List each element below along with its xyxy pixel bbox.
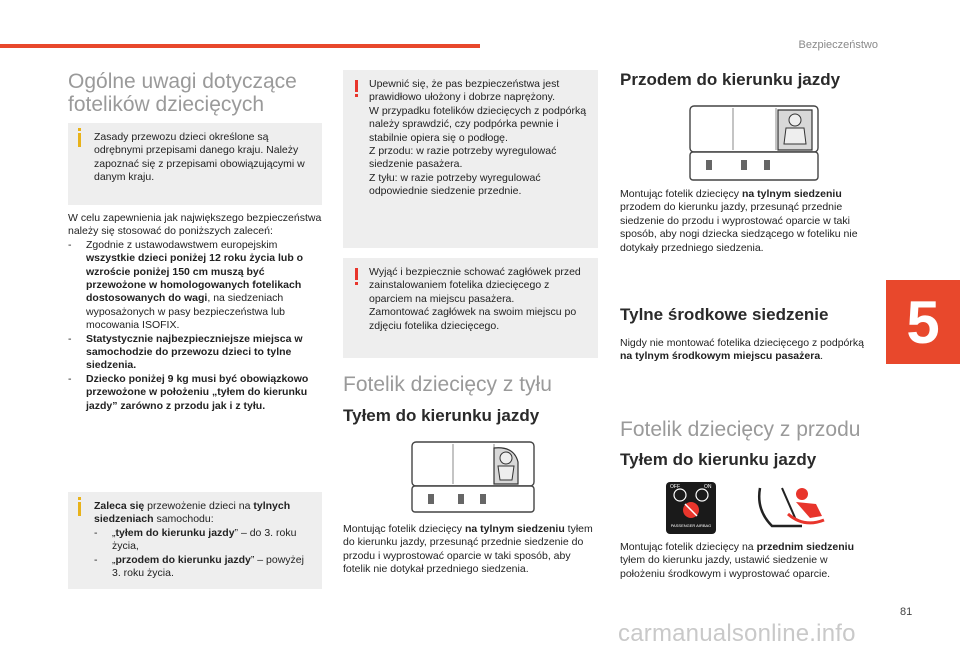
list-item: - Zgodnie z ustawodawstwem europejskim wszystkie dzieci poniżej 12 roku życia lub o wzroście poniżej 150 cm muszą być przewożone w homologowanych fotelikach dostosowanych do wagi, na siedzeniach wyposażonych w pasy bezpieczeństwa lub mocowania ISOFIX. xyxy=(68,238,304,332)
forward-facing-subtitle: Przodem do kierunku jazdy xyxy=(620,70,841,89)
front-rear-facing-text: Montując fotelik dziecięcy na przednim siedzeniu tyłem do kierunku jazdy, ustawić siedzenie w położeniu środkowym i wyprostować oparcie. xyxy=(620,541,855,580)
airbag-label: PASSENGER AIRBAG xyxy=(670,523,712,528)
info-icon xyxy=(78,133,81,147)
warning-icon xyxy=(355,268,358,280)
recommendation-list xyxy=(68,239,326,413)
rear-facing-subtitle: Tyłem do kierunku jazdy xyxy=(343,406,540,425)
list-item: - „tyłem do kierunku jazdy” – do 3. roku życia, xyxy=(94,526,297,553)
info-icon xyxy=(78,502,81,516)
intro-text: W celu zapewnienia jak największego bezpieczeństwa należy się stosować do poniższych zaleceń: xyxy=(68,212,322,238)
front-seat-title: Fotelik dziecięcy z przodu xyxy=(620,418,861,441)
list-item: - Statystycznie najbezpieczniejsze miejsca w samochodzie do przewozu dzieci to tylne siedzenia. xyxy=(68,332,303,372)
rear-seat-title: Fotelik dziecięcy z tyłu xyxy=(343,373,552,396)
rear-facing-seat-illustration xyxy=(408,440,538,516)
airbag-off-icon xyxy=(666,482,716,534)
rear-centre-subtitle: Tylne środkowe siedzenie xyxy=(620,305,829,324)
warning-box-headrest xyxy=(343,258,598,358)
warning-text: Upewnić się, że pas bezpieczeństwa jest prawidłowo ułożony i dobrze naprężony. W przypadku fotelików dziecięcych z podpórką należy sprawdzić, czy podpórka pewnie i stabilnie opiera się o podłogę. Z przodu: w razie potrzeby wyregulować siedzenie pasażera. Z tyłu: w razie potrzeby wyregulować odpowiednie siedzenie przednie. xyxy=(369,78,587,198)
airbag-on-label: ON xyxy=(704,484,712,490)
warning-text: Wyjąć i bezpiecznie schować zagłówek przed zainstalowaniem fotelika dziecięcego z oparciem na miejscu pasażera. Zamontować zagłówek na swoim miejscu po zdjęciu fotelika dziecięcego. xyxy=(369,266,581,332)
section-name: Bezpieczeństwo xyxy=(798,39,878,51)
front-rear-facing-seat-icon xyxy=(752,480,832,536)
forward-facing-seat-illustration xyxy=(686,104,822,184)
col1-title xyxy=(68,70,328,116)
forward-facing-text: Montując fotelik dziecięcy na tylnym siedzeniu przodem do kierunku jazdy, przesunąć przednie siedzenie do przodu i wyprostować oparcie w taki sposób, aby nogi dziecka siedzącego w foteliku nie dotykały przedniego siedzenia. xyxy=(620,188,858,254)
rear-centre-text: Nigdy nie montować fotelika dziecięcego z podpórką na tylnym środkowym miejscu pasażera. xyxy=(620,337,864,363)
col1-body xyxy=(68,212,326,413)
rear-facing-text: Montując fotelik dziecięcy na tylnym siedzeniu tyłem do kierunku jazdy, przesunąć przednie siedzenie do przodu i wyprostować oparcie w taki sposób, aby fotelik nie dotykał przedniego siedzenia. xyxy=(343,523,593,576)
page-title-line1: Ogólne uwagi dotyczące xyxy=(68,70,297,93)
list-item: - Dziecko poniżej 9 kg musi być obowiązkowo przewożone w położeniu „tyłem do kierunku jazdy” zarówno z przodu jak i z tyłu. xyxy=(68,372,309,412)
info-box-regulations xyxy=(68,123,322,205)
chapter-tab: 5 xyxy=(886,280,960,364)
warning-box-belt xyxy=(343,70,598,248)
airbag-off-label: OFF xyxy=(670,484,680,490)
front-rear-facing-subtitle: Tyłem do kierunku jazdy xyxy=(620,450,817,469)
header-accent-line xyxy=(0,44,480,48)
info-text: Zaleca się przewożenie dzieci na tylnych siedzeniach samochodu: - „tyłem do kierunku jazdy” – do 3. roku życia, - „przodem do kierunku jazdy” – powyżej 3. roku życia. xyxy=(94,500,314,580)
warning-icon xyxy=(355,80,358,92)
info-box-rear-seats xyxy=(68,492,322,589)
info-text: Zasady przewozu dzieci określone są odrębnymi przepisami danego kraju. Należy zapoznać się z przepisami obowiązującymi w danym kraju. xyxy=(94,131,305,184)
list-item: - „przodem do kierunku jazdy” – powyżej 3. roku życia. xyxy=(94,553,304,580)
page-number: 81 xyxy=(900,606,913,618)
watermark: carmanualsonline.info xyxy=(618,620,856,647)
page-title-line2: fotelików dziecięcych xyxy=(68,93,265,116)
